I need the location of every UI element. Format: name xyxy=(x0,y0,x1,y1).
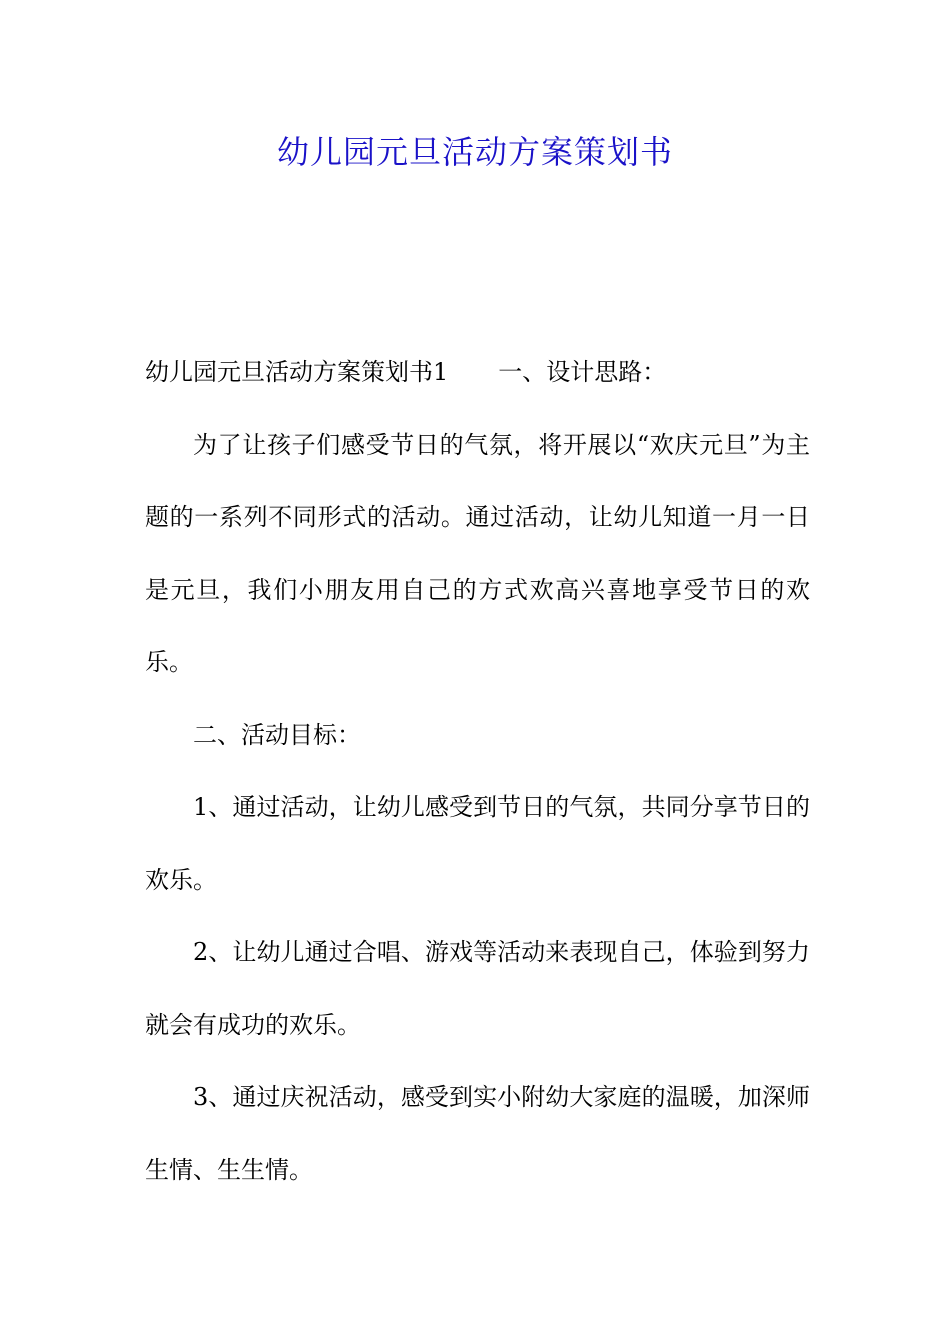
intro-heading: 幼儿园元旦活动方案策划书1 xyxy=(145,358,449,386)
section2-heading: 二、活动目标： xyxy=(193,720,361,749)
document-body xyxy=(145,336,810,1206)
goal-item-2: 2、让幼儿通过合唱、游戏等活动来表现自己，体验到努力就会有成功的欢乐。 xyxy=(145,938,810,1039)
intro-line xyxy=(145,336,810,409)
document-title: 幼儿园元旦活动方案策划书 xyxy=(276,133,673,171)
section1-paragraph: 为了让孩子们感受节日的气氛，将开展以“欢庆元旦”为主题的一系列不同形式的活动。通过活动，让幼儿知道一月一日是元旦，我们小朋友用自己的方式欢高兴喜地享受节日的欢乐。 xyxy=(145,430,810,676)
goal-item-3: 3、通过庆祝活动，感受到实小附幼大家庭的温暖，加深师生情、生生情。 xyxy=(145,1083,810,1184)
section1-heading: 一、设计思路： xyxy=(498,358,667,386)
goal-item-1: 1、通过活动，让幼儿感受到节日的气氛，共同分享节日的欢乐。 xyxy=(145,793,810,894)
